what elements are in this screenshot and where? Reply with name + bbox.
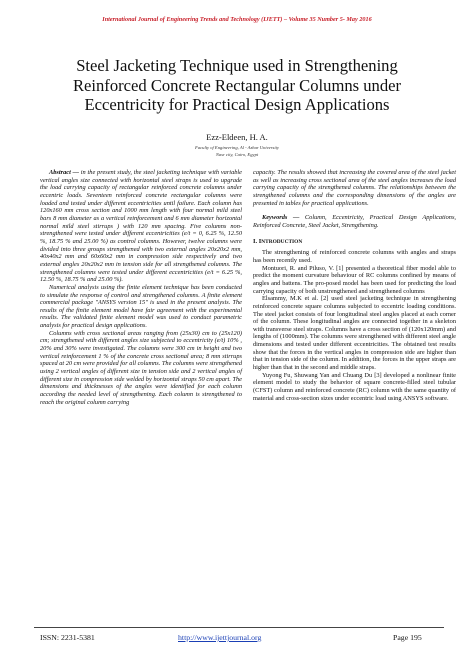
heading-initial: I: [258, 237, 262, 245]
introduction-heading: [253, 238, 456, 247]
keywords-label: Keywords —: [262, 214, 300, 222]
affiliation-location: Nasr city, Cairo, Egypt: [215, 152, 259, 157]
paper-title: Steel Jacketing Technique used in Strengthening Reinforced Concrete Rectangular Columns under Eccentricity for Practical Design Applications: [72, 56, 402, 114]
intro-paragraph: Montuori, R. and Piluso, V. [1] presented a theoretical fiber model able to predict the moment curvature behaviour of RC columns confined by means of angles and battens. The pro-posed model has been used for predicting the load carrying capacity of both unstrengthened and strengthened columns: [253, 264, 456, 295]
keywords-text: Column, Eccentricity, Practical Design Applications, Reinforced Concrete, Steel Jacket, Strengthening.: [253, 214, 456, 229]
affiliation-university: Faculty of Engineering, Al - Azhar University: [195, 145, 279, 150]
abstract-paragraph-2: Numerical analysis using the finite element technique has been conducted to simulate the response of control and strengthened columns. A finite element commercial package "ANSYS version 15" is used in the present analysis. The results of the finite element model have fair agreement with the experimental results. The validated finite element model was used to conduct parametric analysis for practical design applications.: [40, 283, 242, 330]
keywords-paragraph: [253, 214, 456, 229]
heading-rest: NTRODUCTION: [261, 238, 303, 245]
footer-issn: ISSN: 2231-5381: [40, 633, 95, 642]
abstract-continuation: capacity. The results showed that increasing the covered area of the steel jacket as well as increasing cross sectional area of the steel angles increases the load carrying capacity of the strengthened columns. The relationships between the strengthened columns and the corresponding dimensions of the angles are presented in tables for practical applications.: [253, 169, 456, 207]
right-column: [253, 169, 456, 402]
abstract-paragraph-3: Columns with cross sectional areas ranging from (25x30) cm to (25x120) cm; strengthened with different angles size subjected to eccentricity (e/t) 10% , 20% and 30% were investigated. The columns were 300 cm in height and two vertical reinforcement 1 % of the concrete cross sectional area; 8 mm stirrups spaced at 20 cm were provided for all columns. The columns were strengthened using 2 vertical angles of different size in tension side and 2 vertical angles of different size in compression side welded by horizontal straps 50 cm apart. The dimensions and thicknesses of the angles were identified for each column according the needed level of strengthening. Each column is strengthened to reach the original column carrying: [40, 329, 242, 406]
page-number: Page 195: [393, 633, 422, 642]
abstract-paragraph-1: [40, 169, 242, 284]
intro-paragraph: The strengthening of reinforced concrete columns with angles and straps has been recently used.: [253, 249, 456, 264]
journal-website-link[interactable]: http://www.ijettjournal.org: [178, 633, 262, 642]
abstract-text-1: in the present study, the steel jacketing technique with variable vertical angles size connected with horizontal steel straps is used to upgrade the load carrying capacity of rectangular reinforced concrete columns under eccentric loads. Seventeen reinforced concrete rectangular columns were loaded and tested under different eccentricities until failure. Each column has 120x160 mm cross section and 1000 mm length with four normal mild steel bars 8 mm diameter as a vertical reinforcement and 6 mm diameter horizontal normal mild steel stirrups ) with 120 mm spacing. Five columns non-strengthened were tested under different eccentricities (e/t = 0, 6.25 %, 12.50 %, 18.75 % and 25.00 %) as control columns. However, twelve columns were divided into three groups strengthened with two external angles 20x20x2 mm, 40x40x2 mm and 60x60x2 mm in compression side respectively and two external angles 20x20x2 mm in tension side for all strengthened columns. The strengthened columns were tested under different eccentricities (e/t = 6.25 %, 12.50 %, 18.75 % and 25.00 %).: [40, 169, 242, 284]
abstract-label: Abstract —: [49, 169, 79, 176]
author-name: Ezz-Eldeen, H. A.: [206, 132, 268, 142]
intro-paragraph: Yuyong Fu, Shuwang Yan and Chuang Du [3] developed a nonlinear finite element model to study the behavior of square concrete-filled steel tubular (CFST) column and reinforced concrete (RC) column with the same quantity of material and cross-section sizes under eccentric load using ANSYS software.: [253, 371, 456, 402]
footer-divider: [34, 627, 444, 628]
left-column: [40, 169, 242, 406]
section-number: I.: [253, 237, 258, 245]
intro-paragraph: Elsammy, M.K et al. [2] used steel jacketing technique in strengthening reinforced concrete square columns subjected to eccentric loading conditions. The steel jacket consists of four longitudinal steel angles placed at each corner of the column. These longitudinal angles are connected together in a skeleton with transverse steel straps. Columns have a cross section of (120x120mm) and lengths of (1000mm). The columns were strengthened with different steel angle dimensions and tested under different eccentricities. The obtained test results show that the forces in the vertical angles in compression side are higher than that in tension side of the column. In addition, the forces in the upper straps are higher than that in the second and middle straps.: [253, 295, 456, 372]
journal-header: International Journal of Engineering Trends and Technology (IJETT) – Volume 35 Number 5- May 2016: [102, 16, 372, 23]
